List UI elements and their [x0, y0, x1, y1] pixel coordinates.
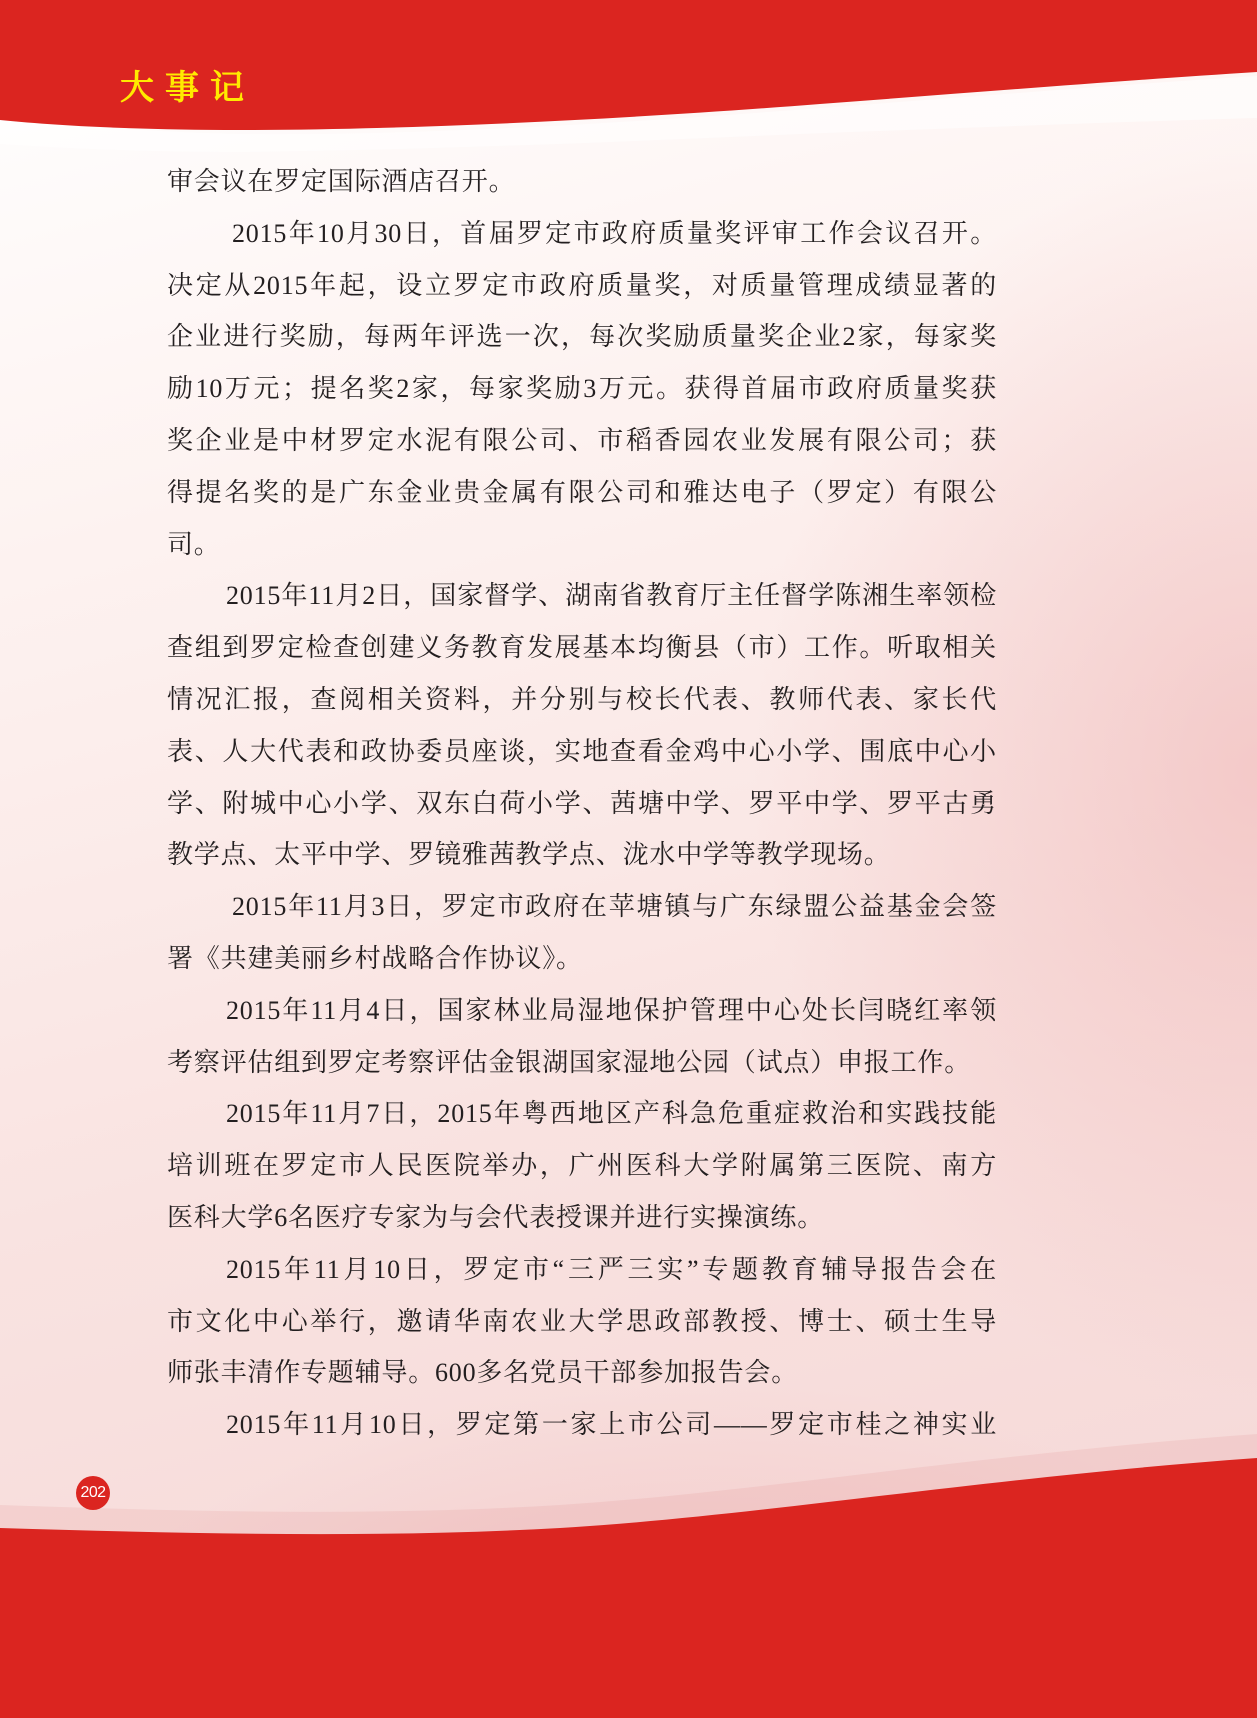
- text-line: 表、人大代表和政协委员座谈，实地查看金鸡中心小学、围底中心小: [167, 736, 997, 766]
- text-line: 学、附城中心小学、双东白荷小学、茜塘中学、罗平中学、罗平古勇: [167, 788, 997, 818]
- text-line: 2015年11月3日，罗定市政府在苹塘镇与广东绿盟公益基金会签: [232, 892, 997, 922]
- page-number: 202: [80, 1484, 106, 1501]
- text-line: 考察评估组到罗定考察评估金银湖国家湿地公园（试点）申报工作。: [167, 1047, 972, 1077]
- text-line: 企业进行奖励，每两年评选一次，每次奖励质量奖企业2家，每家奖: [167, 322, 997, 352]
- text-line: 情况汇报，查阅相关资料，并分别与校长代表、教师代表、家长代: [167, 684, 997, 714]
- text-line: 奖企业是中材罗定水泥有限公司、市稻香园农业发展有限公司；获: [167, 425, 997, 455]
- text-line: 审会议在罗定国际酒店召开。: [167, 167, 516, 196]
- section-title: 大事记: [120, 68, 255, 108]
- text-line: 2015年11月2日，国家督学、湖南省教育厅主任督学陈湘生率领检: [226, 581, 997, 611]
- entry-paragraph: [167, 985, 997, 1089]
- text-line: 2015年11月7日，2015年粤西地区产科急危重症救治和实践技能: [226, 1099, 997, 1129]
- entry-paragraph: [167, 881, 997, 985]
- footer-wave: [0, 1458, 1257, 1718]
- page-number-badge: [76, 1476, 110, 1510]
- text-line: 2015年11月4日，国家林业局湿地保护管理中心处长闫晓红率领: [226, 995, 997, 1025]
- text-line: 师张丰清作专题辅导。600多名党员干部参加报告会。: [167, 1358, 799, 1388]
- text-line: 培训班在罗定市人民医院举办，广州医科大学附属第三医院、南方: [167, 1151, 997, 1181]
- text-line: 署《共建美丽乡村战略合作协议》。: [167, 943, 583, 973]
- entry-paragraph: [167, 156, 997, 208]
- text-line: 查组到罗定检查创建义务教育发展基本均衡县（市）工作。听取相关: [167, 633, 997, 663]
- chronicle-body: [167, 156, 997, 1451]
- text-line: 得提名奖的是广东金业贵金属有限公司和雅达电子（罗定）有限公: [167, 477, 997, 507]
- text-line: 决定从2015年起，设立罗定市政府质量奖，对质量管理成绩显著的: [167, 270, 997, 300]
- text-line: 教学点、太平中学、罗镜雅茜教学点、泷水中学等教学现场。: [167, 840, 891, 870]
- entry-paragraph: [167, 1088, 997, 1243]
- text-line: 市文化中心举行，邀请华南农业大学思政部教授、博士、硕士生导: [167, 1306, 997, 1336]
- text-line: 2015年11月10日，罗定市“三严三实”专题教育辅导报告会在: [226, 1254, 997, 1284]
- text-line: 2015年11月10日，罗定第一家上市公司——罗定市桂之神实业: [226, 1410, 997, 1440]
- entry-paragraph: [167, 570, 997, 881]
- text-line: 励10万元；提名奖2家，每家奖励3万元。获得首届市政府质量奖获: [167, 374, 997, 404]
- entry-paragraph: [167, 208, 997, 571]
- entry-paragraph: [167, 1399, 997, 1451]
- text-line: 2015年10月30日，首届罗定市政府质量奖评审工作会议召开。: [232, 218, 997, 248]
- text-line: 医科大学6名医疗专家为与会代表授课并进行实操演练。: [167, 1202, 825, 1232]
- entry-paragraph: [167, 1244, 997, 1399]
- text-line: 司。: [167, 529, 221, 559]
